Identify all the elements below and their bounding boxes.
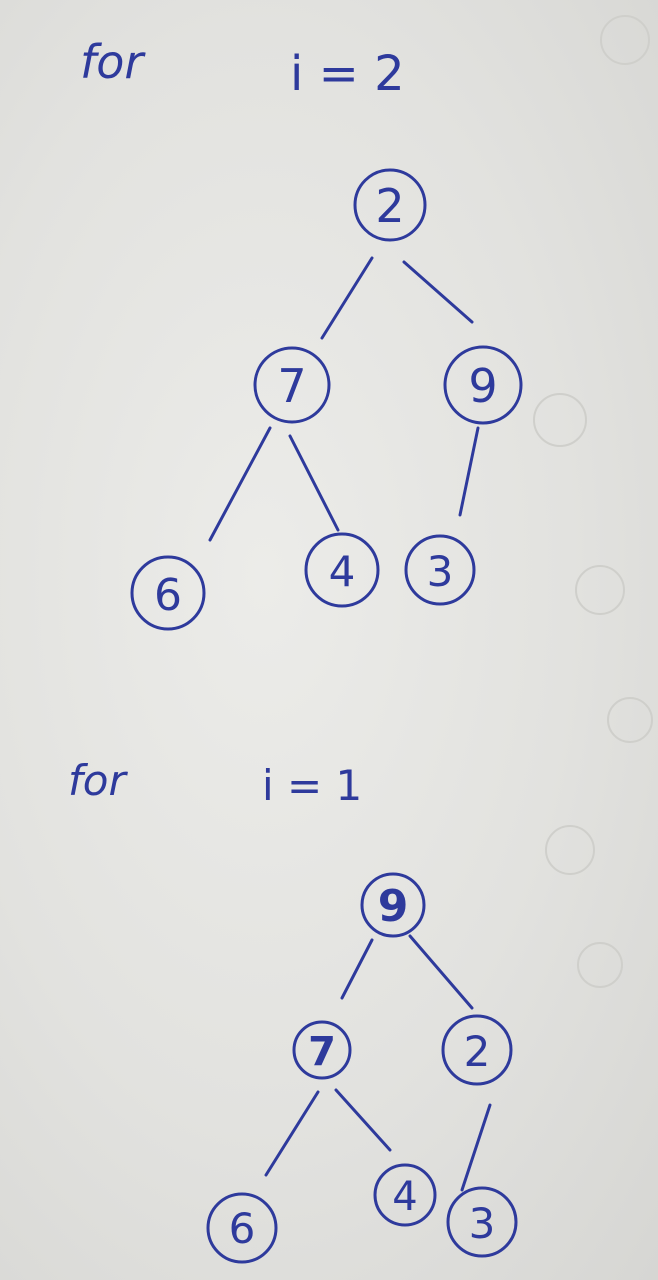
node-left-right xyxy=(375,1165,435,1225)
edge-left-leftchild xyxy=(266,1092,318,1175)
node-left-value: 7 xyxy=(308,1029,336,1075)
edge-left-leftchild xyxy=(210,428,270,540)
node-left-left-value: 6 xyxy=(154,570,182,621)
node-right-left xyxy=(406,536,474,604)
node-root-value: 2 xyxy=(375,179,405,233)
node-left-left xyxy=(208,1194,276,1262)
node-left-left-value: 6 xyxy=(228,1204,256,1253)
node-right-left-value: 3 xyxy=(468,1199,496,1248)
node-left-right-value: 4 xyxy=(392,1174,418,1220)
node-left xyxy=(255,348,329,422)
edge-root-left xyxy=(342,940,372,998)
heading-for-keyword: for xyxy=(68,756,126,805)
heading-for-keyword: for xyxy=(80,35,144,89)
edge-left-rightchild xyxy=(336,1090,390,1150)
paper-impressions xyxy=(534,16,652,987)
diagram-i-1 xyxy=(68,756,516,1262)
node-right-value: 2 xyxy=(463,1027,491,1076)
node-right xyxy=(445,347,521,423)
node-left-value: 7 xyxy=(277,359,307,413)
edge-left-rightchild xyxy=(290,436,338,530)
node-right-left-value: 3 xyxy=(426,547,454,596)
node-root xyxy=(362,874,424,936)
node-right-left xyxy=(448,1188,516,1256)
node-left-right-value: 4 xyxy=(328,547,356,596)
heading-i-assignment: i = 1 xyxy=(262,761,363,810)
edge-root-right xyxy=(404,262,472,322)
node-root-value: 9 xyxy=(377,881,409,932)
node-left-left xyxy=(132,557,204,629)
edge-right-child xyxy=(460,428,478,515)
node-left-right xyxy=(306,534,378,606)
node-left xyxy=(294,1022,350,1078)
node-right-value: 9 xyxy=(468,359,498,413)
node-right xyxy=(443,1016,511,1084)
edge-root-left xyxy=(322,258,372,338)
node-root xyxy=(355,170,425,240)
diagram-i-2 xyxy=(80,35,521,629)
edge-root-right xyxy=(410,936,472,1008)
heading-i-assignment: i = 2 xyxy=(290,46,405,102)
edge-right-child xyxy=(462,1105,490,1190)
